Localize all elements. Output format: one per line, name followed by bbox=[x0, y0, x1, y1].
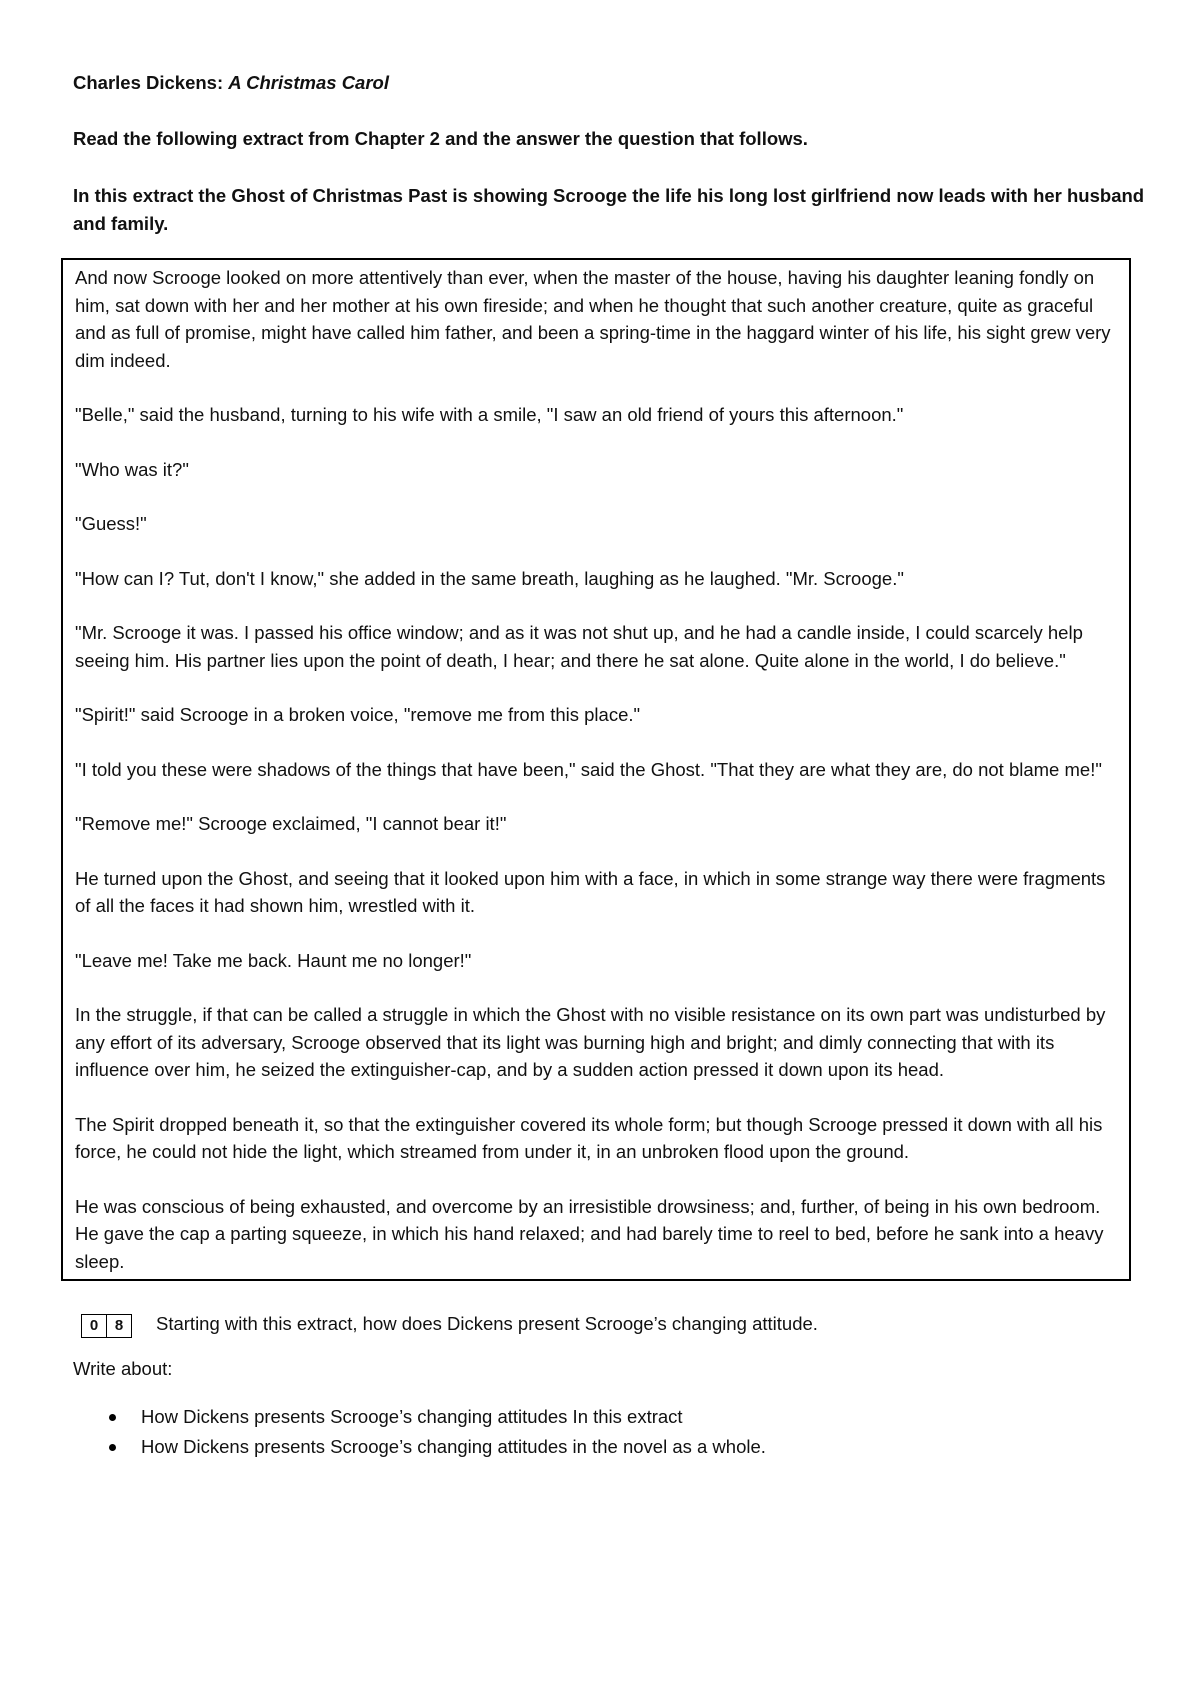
document-title bbox=[73, 70, 1148, 96]
list-item bbox=[109, 1432, 1148, 1462]
extract-paragraph: And now Scrooge looked on more attentively than ever, when the master of the house, having his daughter leaning fondly on him, sat down with her and her mother at his own fireside; and when he thought that such another creature, quite as graceful and as full of promise, might have called him father, and been a spring-time in the haggard winter of his life, his sight grew very dim indeed. bbox=[75, 267, 1111, 371]
extract-paragraph: "How can I? Tut, don't I know," she added in the same breath, laughing as he laughed. "Mr. Scrooge." bbox=[75, 567, 904, 589]
question-row bbox=[81, 1311, 1148, 1338]
extract-paragraph: "Who was it?" bbox=[75, 458, 189, 480]
list-item-text: How Dickens presents Scrooge’s changing attitudes in the novel as a whole. bbox=[141, 1436, 766, 1457]
extract-paragraph: "Remove me!" Scrooge exclaimed, "I cannot bear it!" bbox=[75, 813, 507, 834]
extract-paragraph: "I told you these were shadows of the things that have been," said the Ghost. "That they are what they are, do not blame me!" bbox=[75, 758, 1102, 780]
author-name: Charles Dickens: bbox=[73, 72, 229, 93]
list-item-text: How Dickens presents Scrooge’s changing attitudes In this extract bbox=[141, 1406, 683, 1427]
bullet-icon bbox=[109, 1444, 116, 1451]
context-text: In this extract the Ghost of Christmas Past is showing Scrooge the life his long lost girlfriend now leads with her husband and family. bbox=[73, 185, 1145, 234]
question-number-digit: 8 bbox=[106, 1315, 131, 1337]
extract-box bbox=[61, 258, 1131, 1281]
write-about-list bbox=[109, 1402, 1148, 1462]
bullet-icon bbox=[109, 1414, 116, 1421]
extract-paragraph: "Mr. Scrooge it was. I passed his office window; and as it was not shut up, and he had a candle inside, I could scarcely help seeing him. His partner lies upon the point of death, I hear; and there he sat alone. Quite alone in the world, I do believe." bbox=[75, 622, 1083, 671]
extract-paragraph: "Spirit!" said Scrooge in a broken voice, "remove me from this place." bbox=[75, 704, 641, 725]
instruction-text: Read the following extract from Chapter 2 and the answer the question that follows. bbox=[73, 128, 808, 149]
extract-paragraph: The Spirit dropped beneath it, so that the extinguisher covered its whole form; but though Scrooge pressed it down with all his force, he could not hide the light, which streamed from under it, in an unbroken flood upon the ground. bbox=[75, 1113, 1103, 1162]
extract-paragraph: "Leave me! Take me back. Haunt me no longer!" bbox=[75, 949, 472, 971]
extract-paragraph: In the struggle, if that can be called a struggle in which the Ghost with no visible resistance on its own part was undisturbed by any effort of its adversary, Scrooge observed that its light was burning high and bright; and dimly connecting that with its influence over him, he seized the extinguisher-cap, and by a sudden action pressed it down upon its head. bbox=[75, 1004, 1106, 1080]
extract-paragraph: "Belle," said the husband, turning to his wife with a smile, "I saw an old friend of yours this afternoon." bbox=[75, 404, 904, 425]
document-page bbox=[73, 70, 1148, 1462]
extract-paragraph: He turned upon the Ghost, and seeing that it looked upon him with a face, in which in some strange way there were fragments of all the faces it had shown him, wrestled with it. bbox=[75, 867, 1106, 916]
list-item bbox=[109, 1402, 1148, 1432]
write-about-label: Write about: bbox=[73, 1358, 173, 1379]
question-number-box bbox=[81, 1314, 132, 1338]
question-number-digit: 0 bbox=[89, 1317, 99, 1334]
question-text: Starting with this extract, how does Dickens present Scrooge’s changing attitude. bbox=[156, 1313, 818, 1334]
work-title: A Christmas Carol bbox=[228, 72, 389, 93]
extract-paragraph: "Guess!" bbox=[75, 513, 147, 534]
extract-paragraph: He was conscious of being exhausted, and overcome by an irresistible drowsiness; and, further, of being in his own bedroom. He gave the cap a parting squeeze, in which his hand relaxed; and had barely time to reel to bed, before he sank into a heavy sleep. bbox=[75, 1195, 1104, 1272]
